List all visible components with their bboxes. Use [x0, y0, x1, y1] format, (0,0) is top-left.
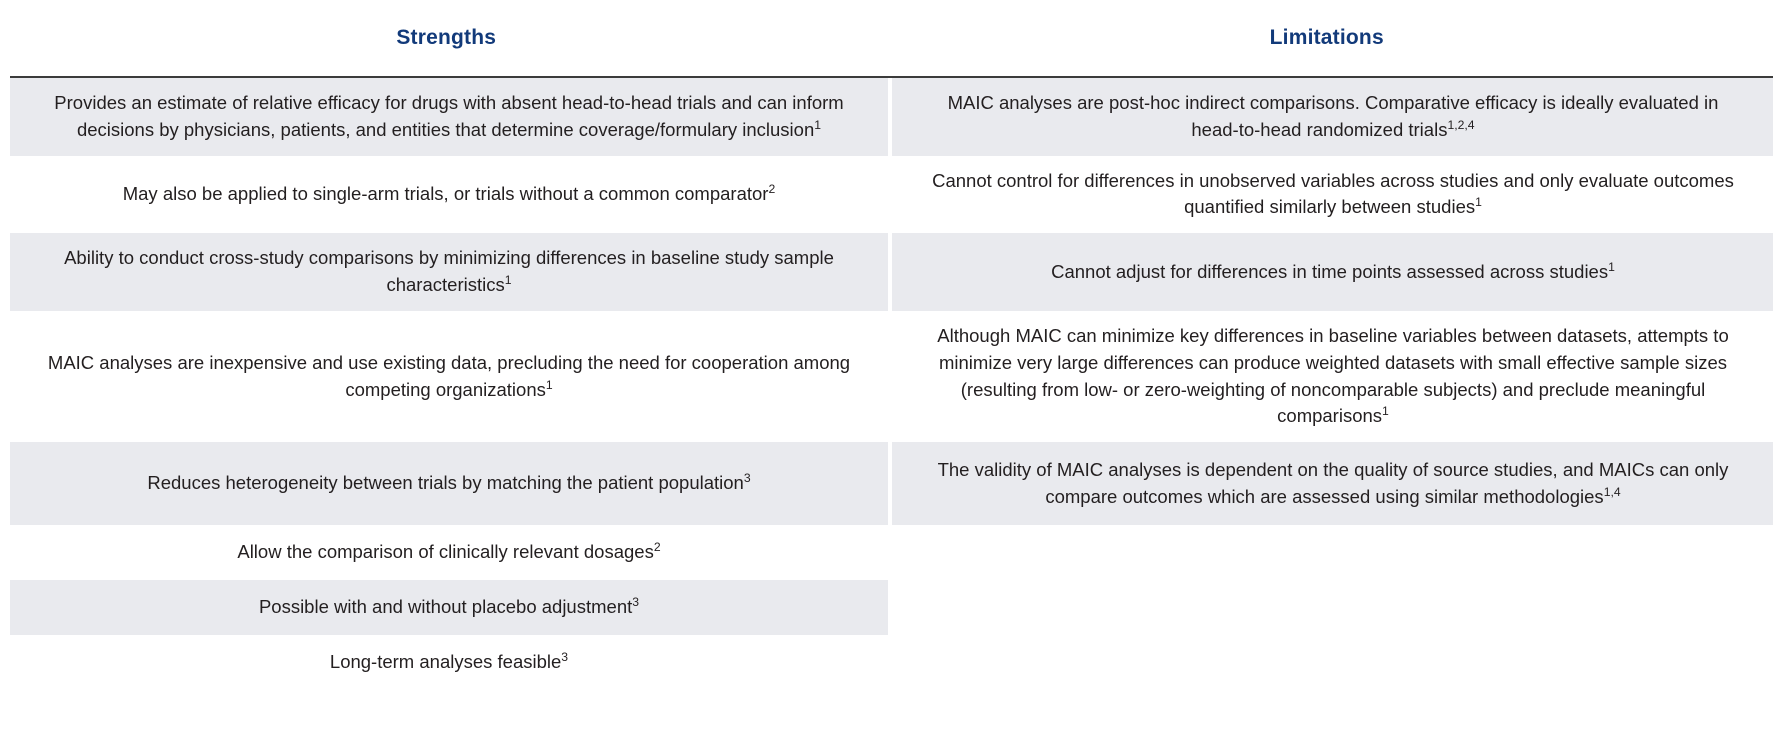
table-row — [10, 78, 1773, 156]
strength-cell — [10, 525, 892, 580]
table-row — [10, 580, 1773, 635]
citation-superscript: 3 — [561, 650, 569, 665]
strength-text: Allow the comparison of clinically relevant dosages$^2$ — [237, 540, 661, 563]
table-row — [10, 525, 1773, 580]
limitation-text: Cannot adjust for differences in time points assessed across studies$^1$ — [1051, 259, 1615, 282]
strength-text: Provides an estimate of relative efficacy for drugs with absent head-to-head trials and can inform decisions by physicians, patients, and entities that determine coverage/formulary inclusion$^1$ — [54, 92, 844, 140]
limitation-text — [1330, 649, 1335, 676]
citation-superscript: 1,2,4 — [1447, 117, 1475, 132]
strength-text: Possible with and without placebo adjustment$^3$ — [258, 595, 640, 618]
limitation-cell — [892, 156, 1773, 234]
citation-superscript: 1 — [1382, 404, 1389, 419]
limitation-cell — [892, 311, 1773, 442]
citation-superscript: 3 — [632, 595, 640, 610]
limitation-cell — [892, 78, 1773, 156]
table-header-row — [10, 0, 1763, 76]
limitation-text: Although MAIC can minimize key differences in baseline variables between datasets, attempts to minimize very large differences can produce weighted datasets with small effective sample sizes (resulting from low- or zero-weighting of noncomparable subjects) and preclude meaningful comparisons$^1$ — [937, 324, 1729, 427]
strength-cell — [10, 156, 892, 234]
strength-cell — [10, 78, 892, 156]
citation-superscript: 3 — [743, 471, 751, 486]
strength-cell — [10, 635, 892, 690]
table-row — [10, 311, 1773, 442]
column-header-limitations: Limitations — [1269, 26, 1384, 49]
limitation-text: The validity of MAIC analyses is dependent on the quality of source studies, and MAICs can only compare outcomes which are assessed using similar methodologies$^{1,4}$ — [937, 458, 1729, 507]
limitation-cell — [892, 635, 1773, 690]
strength-text: MAIC analyses are inexpensive and use existing data, precluding the need for cooperation among competing organizations$^1$ — [47, 351, 851, 400]
limitation-cell — [892, 525, 1773, 580]
strength-text: Long-term analyses feasible$^3$ — [329, 650, 569, 673]
citation-superscript: 2 — [768, 181, 776, 196]
strength-text: Reduces heterogeneity between trials by matching the patient population$^3$ — [147, 471, 751, 494]
table-body — [10, 78, 1773, 690]
limitation-text: Cannot control for differences in unobserved variables across studies and only evaluate outcomes quantified similarly between studies$^1$ — [932, 169, 1734, 218]
citation-superscript: 1 — [545, 377, 553, 392]
strength-cell — [10, 442, 892, 525]
limitation-cell — [892, 442, 1773, 525]
table-row — [10, 442, 1773, 525]
limitation-cell — [892, 580, 1773, 635]
limitation-text: MAIC analyses are post-hoc indirect comparisons. Comparative efficacy is ideally evaluated in head-to-head randomized trials$^{1,2,4}$ — [947, 92, 1719, 140]
table-row — [10, 233, 1773, 311]
strength-cell — [10, 233, 892, 311]
limitation-text — [1330, 539, 1335, 566]
citation-superscript: 1,4 — [1603, 484, 1621, 499]
limitation-text — [1330, 594, 1335, 621]
citation-superscript: 1 — [814, 117, 822, 132]
column-header-strengths: Strengths — [396, 26, 497, 49]
citation-superscript: 1 — [1608, 259, 1615, 274]
citation-superscript: 1 — [1475, 195, 1482, 210]
table-row — [10, 635, 1773, 690]
strength-cell — [10, 580, 892, 635]
citation-superscript: 1 — [504, 272, 512, 287]
strength-text: May also be applied to single-arm trials, or trials without a common comparator$^2$ — [122, 181, 776, 205]
strength-cell — [10, 311, 892, 442]
strength-text: Ability to conduct cross-study comparisons by minimizing differences in baseline study sample characteristics$^1$ — [64, 247, 834, 296]
citation-superscript: 2 — [653, 540, 661, 555]
table-row — [10, 156, 1773, 234]
limitation-cell — [892, 233, 1773, 311]
